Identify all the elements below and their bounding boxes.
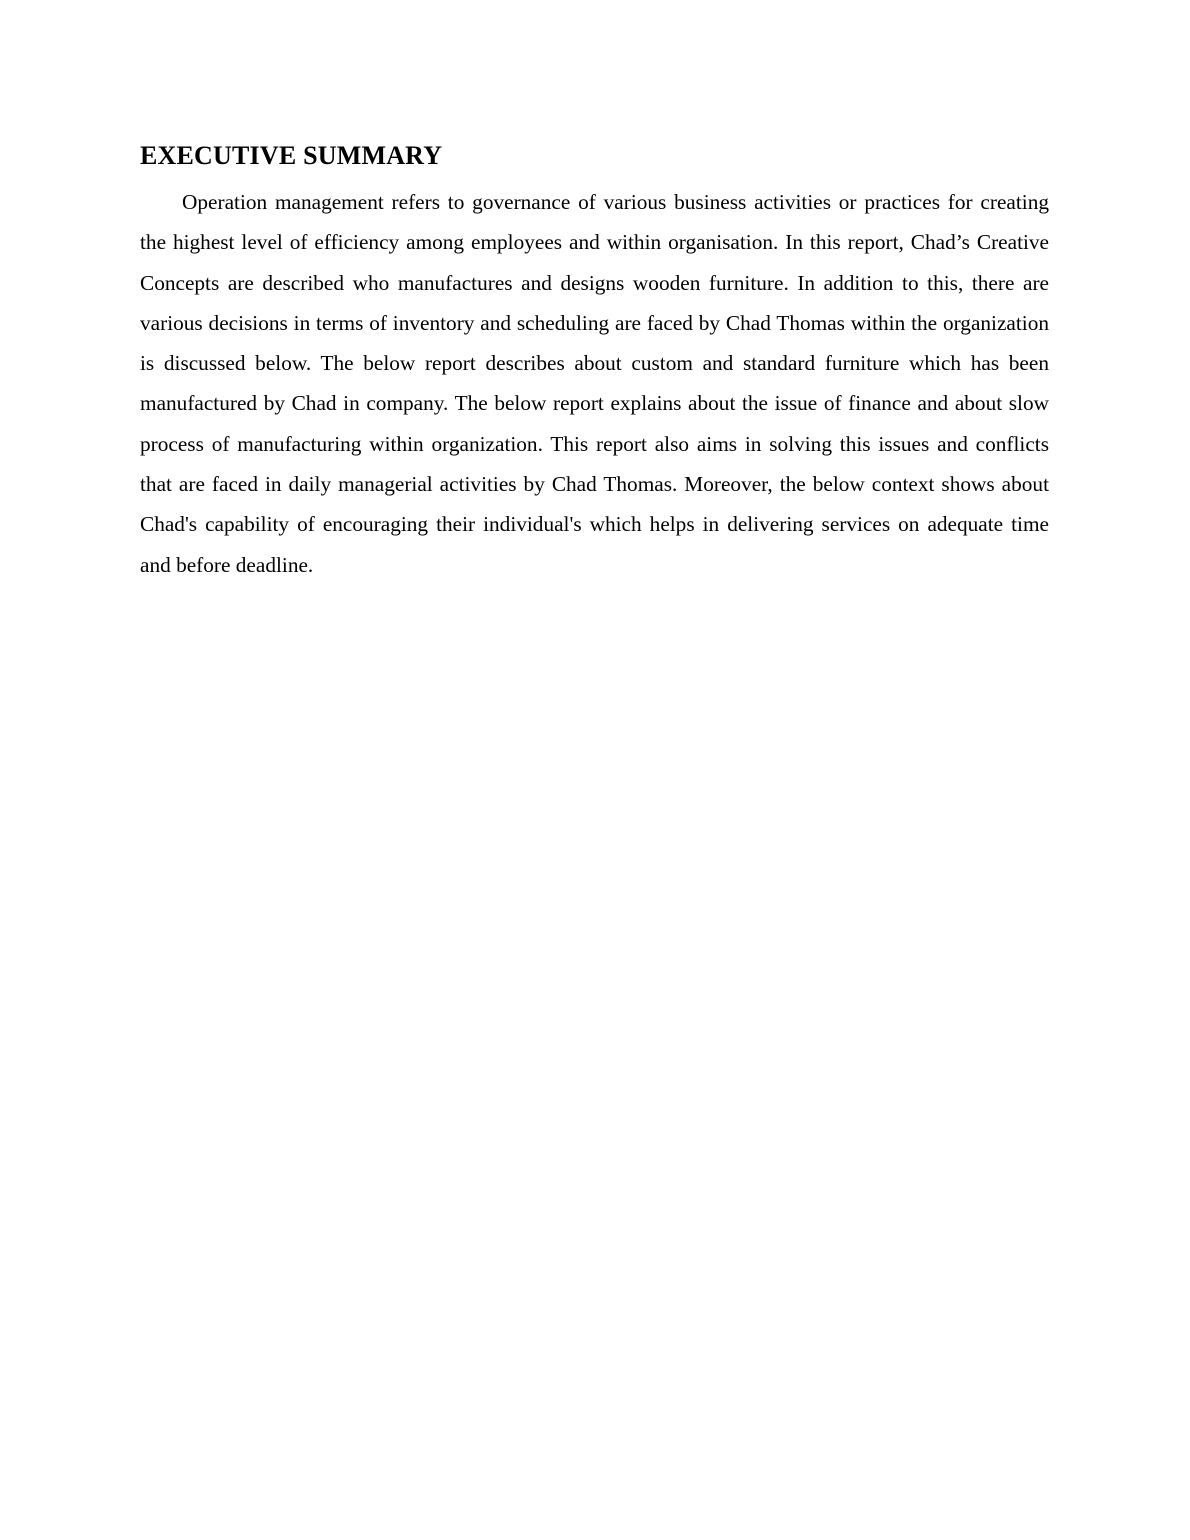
summary-paragraph: Operation management refers to governance of various business activities or practices for creating the highest level of efficiency among employees and within organisation. In this report, Chad’s Creative Concepts are described who manufactures and designs wooden furniture. In addition to this, there are various decisions in terms of inventory and scheduling are faced by Chad Thomas within the organization is discussed below. The below report describes about custom and standard furniture which has been manufactured by Chad in company. The below report explains about the issue of finance and about slow process of manufacturing within organization. This report also aims in solving this issues and conflicts that are faced in daily managerial activities by Chad Thomas. Moreover, the below context shows about Chad's capability of encouraging their individual's which helps in delivering services on adequate time and before deadline. — [140, 190, 1049, 577]
page-content — [140, 138, 1049, 585]
section-heading: EXECUTIVE SUMMARY — [140, 141, 443, 170]
